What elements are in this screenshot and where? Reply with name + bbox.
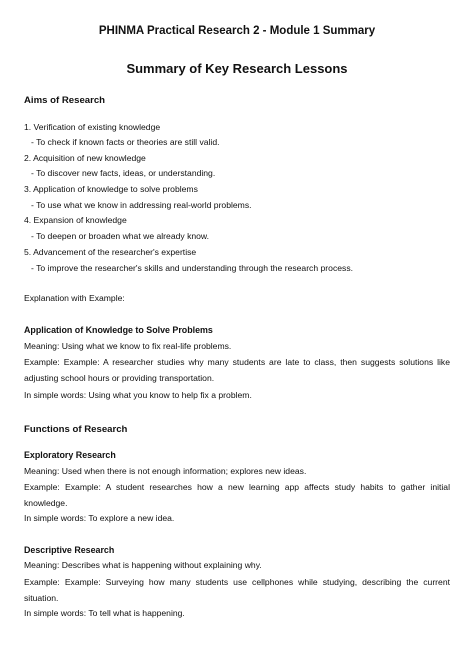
- application-example: Example: Example: A researcher studies why many students are late to class, then suggests solutions like adjusting school hours or providing transportation.: [24, 357, 450, 383]
- aim-item-1-detail: - To check if known facts or theories are still valid.: [31, 137, 220, 147]
- document-title: PHINMA Practical Research 2 - Module 1 Summary: [98, 25, 376, 37]
- aim-item-4-label: 4. Expansion of knowledge: [24, 215, 127, 225]
- aim-item-3-label: 3. Application of knowledge to solve problems: [24, 184, 198, 194]
- descriptive-simple: In simple words: To tell what is happening.: [24, 608, 185, 618]
- aim-item-5-label: 5. Advancement of the researcher's expertise: [24, 247, 197, 257]
- descriptive-heading: Descriptive Research: [24, 545, 115, 555]
- explanation-label: Explanation with Example:: [24, 293, 125, 303]
- aim-item-5-detail: - To improve the researcher's skills and understanding through the research process.: [31, 263, 354, 273]
- exploratory-heading: Exploratory Research: [24, 450, 116, 460]
- application-meaning: Meaning: Using what we know to fix real-life problems.: [24, 341, 232, 351]
- application-heading: Application of Knowledge to Solve Problems: [24, 325, 213, 335]
- document-subtitle: Summary of Key Research Lessons: [126, 61, 348, 76]
- aim-item-2-label: 2. Acquisition of new knowledge: [24, 153, 146, 163]
- application-simple: In simple words: Using what you know to help fix a problem.: [24, 390, 252, 400]
- descriptive-example: Example: Example: Surveying how many students use cellphones while studying, describing the current situation.: [24, 577, 450, 603]
- aim-item-3-detail: - To use what we know in addressing real-world problems.: [31, 200, 252, 210]
- functions-heading: Functions of Research: [24, 424, 128, 435]
- aims-heading: Aims of Research: [24, 95, 106, 106]
- exploratory-meaning: Meaning: Used when there is not enough information; explores new ideas.: [24, 466, 307, 476]
- exploratory-example: Example: Example: A student researches how a new learning app affects study habits to gather initial knowledge.: [24, 482, 450, 508]
- descriptive-meaning: Meaning: Describes what is happening without explaining why.: [24, 560, 262, 570]
- exploratory-simple: In simple words: To explore a new idea.: [24, 513, 175, 523]
- aim-item-2-detail: - To discover new facts, ideas, or understanding.: [31, 168, 216, 178]
- aim-item-1-label: 1. Verification of existing knowledge: [24, 122, 161, 132]
- aim-item-4-detail: - To deepen or broaden what we already know.: [31, 231, 210, 241]
